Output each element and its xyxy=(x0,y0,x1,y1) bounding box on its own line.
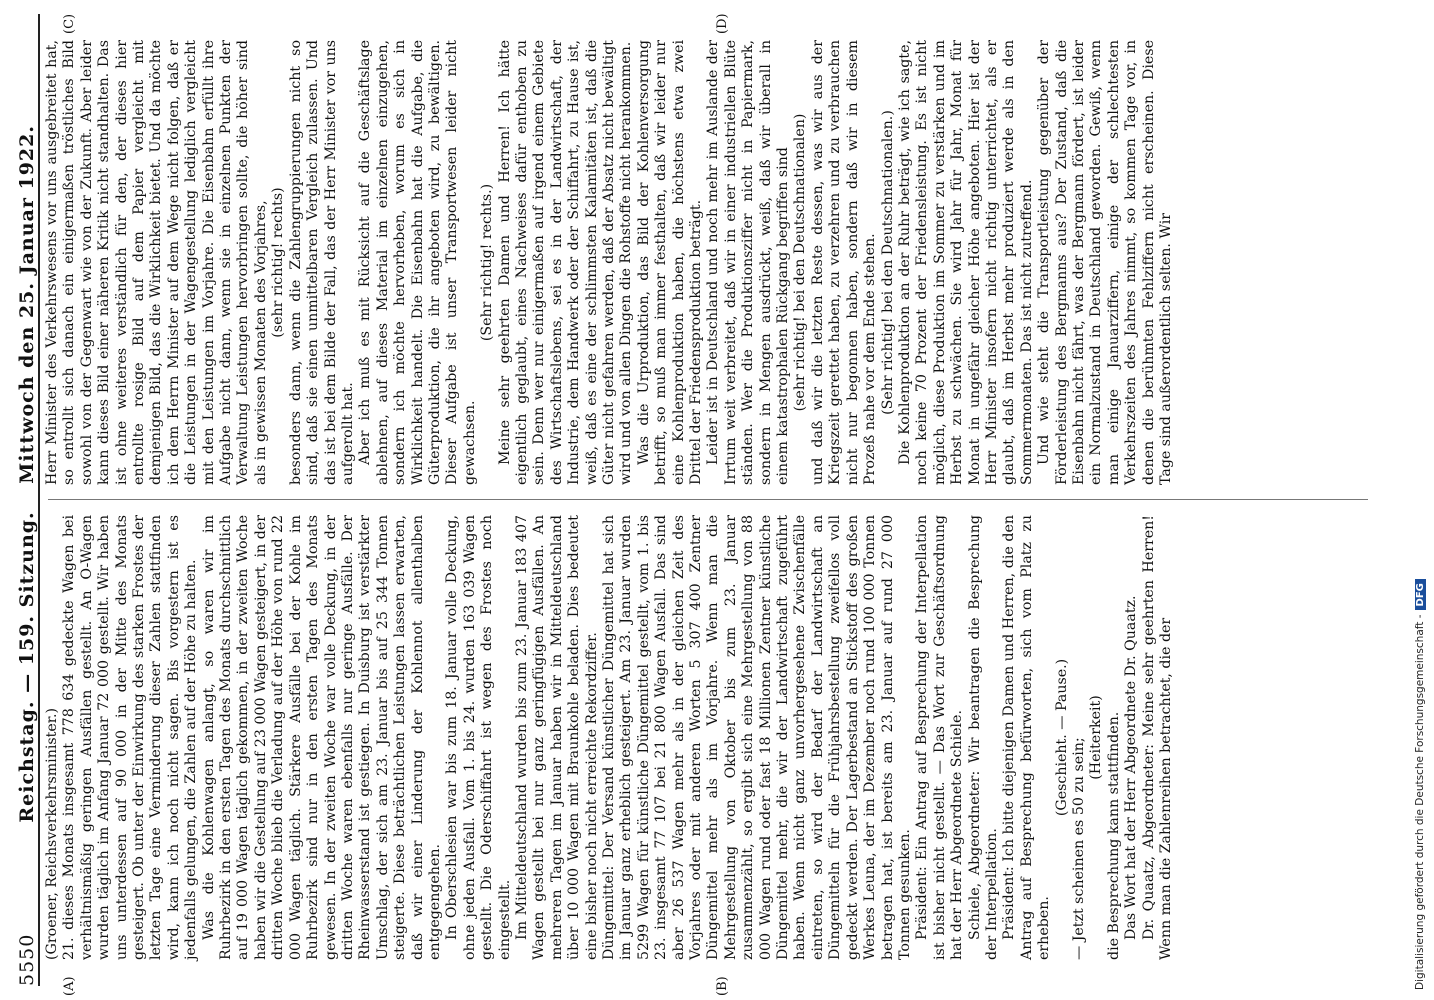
session-title-left: Reichstag. — 159. Sitzung. xyxy=(16,511,38,823)
paragraph: und daß wir die letzten Reste dessen, was wir aus der Kriegszeit gerettet haben, zu verzehren und zu verbrauchen nicht nur begonnen haben, sondern daß wir in diesem Prozeß nahe vor dem Ende stehen. xyxy=(809,40,879,485)
paragraph: Düngemittel: Der Versand künstlicher Düngemittel hat sich im Januar ganz erheblich gesteigert. Am 23. Januar wurden 5299 Wagen für künstliche Düngemittel gestellt, vom 1. bis 23. insgesamt 77 107 bei 21 800 Wagen Ausfall. Das sind aber 26 537 Wagen mehr als in der gleichen Zeit des Vorjahres oder mit anderen Worten 5 307 400 Zentner Düngemittel mehr als im Vorjahre. Wenn man die Mehrgestellung von Oktober bis zum 23. Januar zusammenzählt, so ergibt sich eine Mehrgestellung von 88 000 Wagen rund oder fast 18 Millionen Zentner künstliche Düngemittel mehr, die wir der Landwirtschaft zugeführt haben. Wenn nicht ganz unvorhergesehene Zwischenfälle eintreten, so wird der Bedarf der Landwirtschaft an Düngemitteln für die Frühjahrsbestellung zweifellos voll gedeckt werden. Der Lagerbestand an Stickstoff des großen Werkes Leuna, der im Dezember noch rund 100 000 Tonnen betragen hat, ist bereits am 23. Januar auf rund 27 000 Tonnen gesunken. xyxy=(601,515,913,960)
paragraph: In Oberschlesien war bis zum 18. Januar volle Deckung, ohne jeden Ausfall. Vom 1. bis 24. wurden 163 039 Wagen gestellt. Die Oderschiffahrt ist wegen des Frostes noch eingestellt. xyxy=(444,515,513,960)
paragraph: 21. dieses Monats insgesamt 778 634 gedeckte Wagen bei verhältnismäßig geringen Ausfällen gestellt. An O-Wagen wurden täglich im Anfang Januar 72 000 gestellt. Wir haben uns unterdessen auf 90 000 in der Mitte des Monats gesteigert. Ob unter der Einwirkung des starken Frostes der letzten Tage eine Verminderung dieser Zahlen stattfinden wird, kann ich noch nicht sagen. Bis vorgestern ist es jedenfalls gelungen, die Zahlen auf der Höhe zu halten. xyxy=(61,515,200,960)
paragraph: (Sehr richtig! rechts.) xyxy=(479,183,496,342)
watermark-label: Digitalisierung gefördert durch die Deutsche Forschungsgemeinschaft - xyxy=(1414,614,1426,990)
session-title-right: Mittwoch den 25. Januar 1922. xyxy=(16,125,38,484)
paragraph: besonders dann, wenn die Zahlengruppierungen nicht so sind, daß sie einen unmittelbaren Vergleich zulassen. Und das ist bei dem Bilde der Fall, das der Herr Minister vor uns aufgerollt hat. xyxy=(287,40,356,485)
watermark-text xyxy=(1414,10,1426,990)
paragraph: (Heiterkeit) xyxy=(1088,695,1105,780)
paragraph: Aber ich muß es mit Rücksicht auf die Geschäftslage ablehnen, auf dieses Material im einzelnen einzugehen, sondern ich möchte hervorheben, worum es sich in Wirklichkeit handelt. Die Eisenbahn hat die Aufgabe, die Güterproduktion, die ihr angeboten wird, zu bewältigen. Dieser Aufgabe ist unser Transportwesen leider nicht gewachsen. xyxy=(357,40,478,485)
digitization-watermark xyxy=(1412,0,1434,1000)
paragraph: Leider ist in Deutschland und noch mehr im Auslande der Irrtum weit verbreitet, daß wir in einer industriellen Blüte ständen. Wer die Produktionsziffer nicht in Papiermark, sondern in Mengen ausdrückt, weiß, daß wir überall in einem katastrophalen Rückgang begriffen sind xyxy=(705,40,792,485)
paragraph: Und wie steht die Transportleistung gegenüber der Förderleistung des Bergmanns aus? Der Zustand, daß die Eisenbahn nicht fährt, was der Bergmann fördert, ist leider ein Normalzustand in Deutschland geworden. Gewiß, wenn man einige Januarziffern, einige der schlechtesten Verkehrszeiten des Jahres nimmt, so kommen Tage vor, in denen die berühmten Fehlziffern nicht erscheinen. Diese Tage sind außerordentlich selten. Wir xyxy=(1036,40,1174,485)
page-number: 5550 xyxy=(16,933,38,986)
session-title xyxy=(16,115,38,833)
paragraph: Das Wort hat der Herr Abgeordnete Dr. Quaatz. xyxy=(1123,595,1140,940)
paragraph: Präsident: Ich bitte diejenigen Damen und Herren, die den Antrag auf Besprechung befürworten, sich vom Platz zu erheben. xyxy=(1001,515,1053,960)
paragraph: (Sehr richtig! bei den Deutschnationalen.) xyxy=(879,110,896,415)
margin-mark-b: (B) xyxy=(715,976,730,996)
dfg-logo: DFG xyxy=(1415,579,1426,610)
paragraph: Was die Urproduktion, das Bild der Kohlenversorgung betrifft, so muß man immer festhalten, daß wir leider nur eine Kohlenproduktion haben, die höchstens etwa zwei Drittel der Friedensproduktion beträgt. xyxy=(635,40,705,485)
margin-mark-a: (A) xyxy=(62,976,77,996)
paragraph: (sehr richtig! bei den Deutschnationalen) xyxy=(792,113,809,412)
paragraph: Was die Kohlenwagen anlangt, so waren wir im Ruhrbezirk in den ersten Tagen des Monats durchschnittlich auf 19 000 Wagen täglich gekommen, in der zweiten Woche haben wir die Gestellung auf 23 000 Wagen gesteigert, in der dritten Woche blieb die Verladung auf der Höhe von rund 22 000 Wagen täglich. Stärkere Ausfälle bei der Kohle im Ruhrbezirk sind nur in den ersten Tagen des Monats gewesen. In der zweiten Woche war volle Deckung, in der dritten Woche waren ebenfalls nur geringe Ausfälle. Der Rheinwasserstand ist gestiegen. In Duisburg ist verstärkter Umschlag, der sich am 23. Januar bis auf 25 344 Tonnen steigerte. Diese beträchtlichen Leistungen lassen erwarten, daß wir einer Linderung der Kohlennot allenthalben entgegengehen. xyxy=(200,515,443,960)
margin-mark-c: (C) xyxy=(62,13,77,34)
paragraph: Im Mitteldeutschland wurden bis zum 23. Januar 183 407 Wagen gestellt bei nur ganz geringfügigen Ausfällen. An mehreren Tagen im Januar haben wir in Mitteldeutschland über 10 000 Wagen mit Braunkohle beladen. Dies bedeutet eine bisher noch nicht erreichte Rekordziffer. xyxy=(513,515,600,960)
column-separator xyxy=(48,499,1368,500)
paragraph: Meine sehr geehrten Damen und Herren! Ich hätte eigentlich geglaubt, eines Nachweises dafür enthoben zu sein. Denn wer nur einigermaßen auf irgend einem Gebiete des Wirtschaftslebens, sei es in der Landwirtschaft, der Industrie, dem Handwerk oder der Schiffahrt, zu Hause ist, weiß, daß es eine der schlimmsten Kalamitäten ist, daß die Güter nicht gefahren werden, daß der Absatz nicht bewältigt wird und von allen Dingen die Rohstoffe nicht herankommen. xyxy=(496,40,635,485)
paragraph: Schiele, Abgeordneter: Wir beantragen die Besprechung der Interpellation. xyxy=(966,515,1000,960)
text-column-right xyxy=(44,40,1175,485)
paragraph: Präsident: Ein Antrag auf Besprechung der Interpellation ist bisher nicht gestellt. — Das Wort zur Geschäftsordnung hat der Herr Abgeordnete Schiele. xyxy=(914,515,966,960)
paragraph: Dr. Quaatz, Abgeordneter: Meine sehr geehrten Herren! Wenn man die Zahlenreihen betrachtet, die der xyxy=(1140,515,1174,960)
paragraph: (Groener, Reichsverkehrsminister.) xyxy=(44,707,60,960)
paragraph: die Besprechung kann stattfinden. xyxy=(1105,711,1122,960)
page-header xyxy=(8,14,40,986)
paragraph: Die Kohlenproduktion an der Ruhr beträgt, wie ich sagte, noch keine 70 Prozent der Friedensleistung. Es ist nicht möglich, diese Produktion im Sommer zu verstärken und im Herbst zu schwächen. Sie wird Jahr für Jahr, Monat für Monat in ungefähr gleicher Höhe angeboten. Hier ist der Herr Minister insofern nicht richtig unterrichtet, als er glaubt, daß im Herbst mehr produziert werde als in den Sommermonaten. Das ist nicht zutreffend. xyxy=(896,40,1035,485)
text-column-left xyxy=(44,515,1175,960)
paragraph: — Jetzt scheinen es 50 zu sein; xyxy=(1070,737,1087,960)
paragraph: Herr Minister des Verkehrswesens vor uns ausgebreitet hat, so entrollt sich danach ein einigermaßen tröstliches Bild sowohl von der Gegenwart wie von der Zukunft. Aber leider kann dieses Bild einer näheren Kritik nicht standhalten. Das ist ohne weiteres verständlich für den, der dieses hier entrollte rosige Bild auf dem Papier vergleicht mit demjenigen Bild, das die Wirklichkeit bietet. Und da möchte ich dem Herrn Minister auf dem Wege nicht folgen, daß er die Leistungen in der Wagengestellung lediglich vergleicht mit den Leistungen im Vorjahre. Die Eisenbahn erfüllt ihre Aufgabe nicht dann, wenn sie in einzelnen Punkten der Verwaltung Leistungen hervorbringen sollte, die höher sind als in gewissen Monaten des Vorjahres, xyxy=(44,40,269,485)
paragraph: (sehr richtig! rechts) xyxy=(270,187,287,338)
paragraph: (Geschieht. — Pause.) xyxy=(1053,658,1070,817)
margin-mark-d: (D) xyxy=(715,13,730,34)
